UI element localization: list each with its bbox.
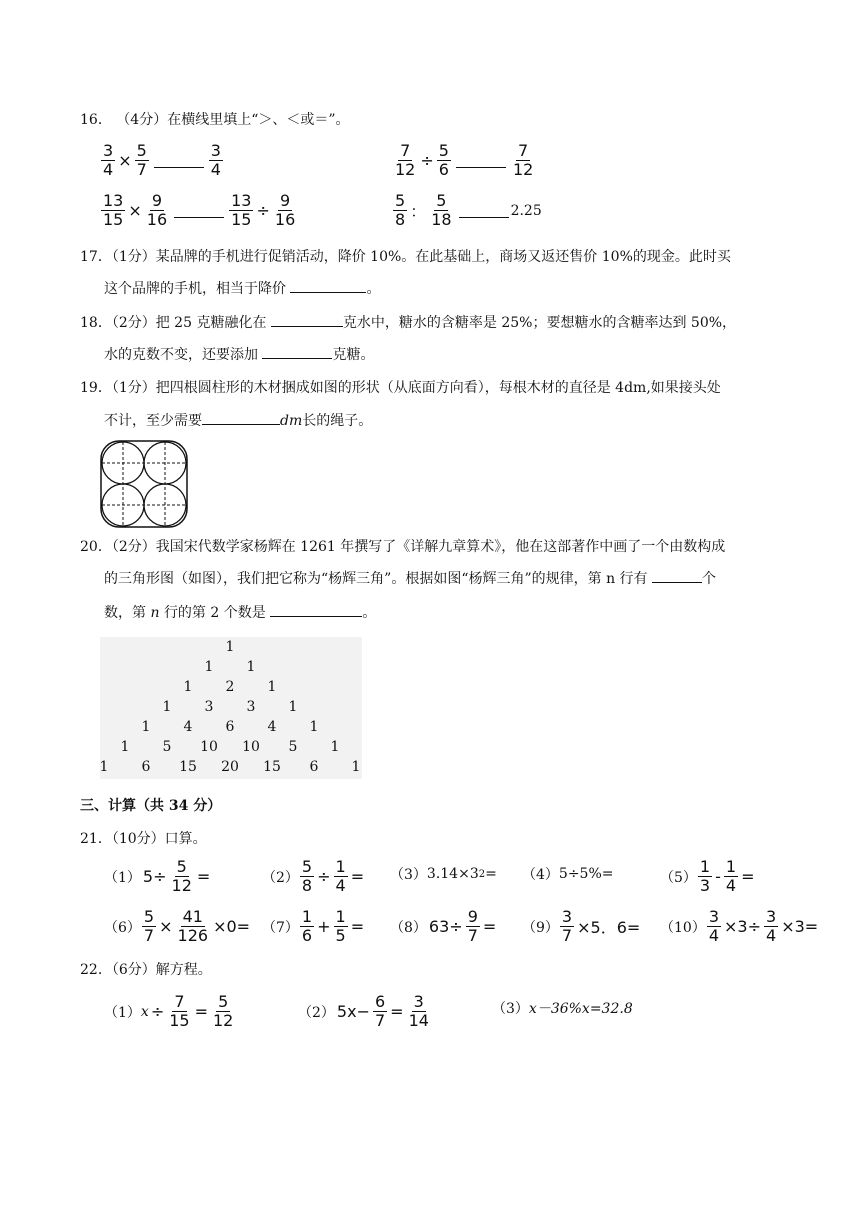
question-number: 17． — [80, 249, 112, 265]
answer-blank[interactable] — [174, 203, 224, 218]
q22-header — [80, 960, 212, 980]
question-text: 这个品牌的手机，相当于降价 — [104, 281, 286, 297]
question-text: （1分）把四根圆柱形的木材捆成如图的形状（从底面方向看），每根木材的直径是 4dm,如果接头处 — [111, 380, 721, 396]
answer-blank[interactable] — [459, 203, 509, 218]
variable-x: x — [140, 1003, 149, 1020]
q17-line-1 — [80, 247, 731, 267]
question-text: （1分）某品牌的手机进行促销活动，降价 10%。在此基础上，商场又返还售价 10%的现金。此时买 — [111, 249, 731, 265]
triangle-number: 1 — [330, 739, 340, 755]
triangle-number: 1 — [351, 759, 361, 775]
fraction: $\frac{7}{12}$ — [512, 141, 534, 179]
q22-item-2: （2） 5x− $\frac{6}{7}$ = $\frac{3}{14}$ — [298, 992, 429, 1030]
q21-item-5: （5） $\frac{1}{3}$ - $\frac{1}{4}$ = — [660, 857, 755, 895]
section-title: 三、计算（共 34 分） — [80, 798, 222, 814]
variable-n: n — [150, 605, 160, 621]
triangle-number: 6 — [141, 759, 151, 775]
question-number: 19． — [80, 380, 112, 396]
q21-item-6: （6） $\frac{5}{7}$ × $\frac{41}{126}$ ×0= — [104, 907, 251, 945]
question-text: 数，第 — [104, 605, 146, 621]
triangle-number: 1 — [99, 759, 109, 775]
fraction: $\frac{3}{4}$ — [210, 141, 221, 179]
question-number: 22． — [80, 962, 112, 978]
q21-item-3 — [390, 864, 497, 884]
question-text: 克糖。 — [332, 347, 375, 363]
triangle-number: 5 — [162, 739, 172, 755]
item-label: （5） — [660, 869, 697, 886]
q20-line-2 — [104, 568, 716, 589]
q16-header — [80, 110, 350, 130]
q16-item-4 — [392, 192, 542, 229]
q19-line-1 — [80, 378, 721, 398]
q17-line-2 — [104, 278, 380, 299]
fraction: $\frac{5}{6}$ — [438, 141, 449, 179]
triangle-number: 1 — [309, 719, 319, 735]
triangle-number: 1 — [267, 679, 277, 695]
triangle-number: 1 — [120, 739, 130, 755]
triangle-number: 1 — [246, 659, 256, 675]
triangle-number: 5 — [288, 739, 298, 755]
question-text: 长的绳子。 — [302, 413, 373, 429]
item-label: （2） — [262, 869, 299, 886]
q18-line-2 — [104, 344, 374, 365]
triangle-number: 1 — [288, 699, 298, 715]
expression: x－36%x=32.8 — [528, 1001, 633, 1017]
item-label: （9） — [522, 919, 559, 936]
triangle-number: 6 — [309, 759, 319, 775]
question-text: （6分）解方程。 — [111, 962, 212, 978]
fraction: $\frac{3}{4}$ — [103, 141, 114, 179]
expression: 5x− — [336, 1002, 370, 1021]
item-label: （4） — [522, 867, 559, 883]
triangle-number: 3 — [204, 699, 214, 715]
punctuation: 。 — [366, 281, 381, 297]
fraction: $\frac{7}{12}$ — [395, 141, 416, 179]
question-text: （4分）在横线里填上“＞、＜或＝”。 — [116, 112, 350, 128]
answer-blank[interactable] — [262, 344, 332, 359]
question-text: 克水中，糖水的含糖率是 25%；要想糖水的含糖率达到 50%， — [342, 315, 737, 331]
item-label: （1） — [104, 1004, 141, 1021]
triangle-number: 10 — [242, 739, 260, 755]
answer-blank[interactable] — [270, 602, 362, 617]
answer-blank[interactable] — [202, 410, 280, 425]
triangle-number: 6 — [225, 719, 235, 735]
fraction: $\frac{5}{8}$ — [395, 191, 406, 229]
expression: ×3÷ — [724, 917, 762, 936]
triangle-number: 15 — [263, 759, 281, 775]
operator: × — [118, 151, 132, 170]
yang-hui-triangle — [100, 637, 362, 779]
question-text: （2分）我国宋代数学家杨辉在 1261 年撰写了《详解九章算术》，他在这部著作中画了一个由数构成 — [111, 539, 726, 555]
answer-blank[interactable] — [456, 153, 506, 168]
answer-blank[interactable] — [652, 568, 702, 583]
question-text: （2分）把 25 克糖融化在 — [111, 315, 267, 331]
triangle-number: 15 — [179, 759, 197, 775]
question-number: 21． — [80, 831, 112, 847]
triangle-number: 1 — [141, 719, 151, 735]
q18-line-1 — [80, 312, 736, 333]
question-text: 个 — [702, 571, 716, 587]
triangle-number: 1 — [183, 679, 193, 695]
answer-blank[interactable] — [290, 278, 366, 293]
fraction: $\frac{9}{16}$ — [146, 191, 168, 229]
item-label: （3） — [390, 867, 427, 883]
operator: ： — [410, 202, 427, 221]
answer-blank[interactable] — [271, 312, 343, 327]
expression: ×3= — [781, 917, 819, 936]
triangle-number: 4 — [183, 719, 193, 735]
question-number: 18． — [80, 315, 112, 331]
operator: ÷ — [256, 201, 270, 220]
q16-item-2 — [392, 142, 536, 179]
q21-item-8: （8） 63÷ $\frac{9}{7}$ = — [390, 907, 497, 945]
equals: = — [485, 866, 497, 882]
expression: 63÷ — [428, 917, 463, 936]
item-label: （3） — [492, 1001, 529, 1017]
item-label: （8） — [390, 919, 427, 936]
question-text: 的三角形图（如图），我们把它称为“杨辉三角”。根据如图“杨辉三角”的规律，第 n 行有 — [104, 571, 648, 587]
item-label: （7） — [262, 919, 299, 936]
question-number: 20． — [80, 539, 112, 555]
triangle-number: 1 — [204, 659, 214, 675]
expression: 5÷5%= — [558, 866, 614, 882]
value-text: 2.25 — [510, 202, 542, 219]
fraction: $\frac{5}{7}$ — [136, 141, 147, 179]
expression: 3.14×3 — [426, 866, 479, 882]
operator: × — [128, 201, 142, 220]
q16-item-1 — [100, 142, 224, 179]
triangle-number: 3 — [246, 699, 256, 715]
q21-item-2: （2） $\frac{5}{8}$ ÷ $\frac{1}{4}$ = — [262, 857, 365, 895]
q20-line-3 — [104, 602, 376, 623]
unit: dm — [280, 413, 303, 429]
q21-header — [80, 829, 207, 849]
q19-line-2 — [104, 410, 372, 431]
triangle-number: 2 — [225, 679, 235, 695]
answer-blank[interactable] — [154, 153, 204, 168]
q21-item-10: （10） $\frac{3}{4}$ ×3÷ $\frac{3}{4}$ ×3= — [660, 907, 819, 945]
fraction: $\frac{13}{15}$ — [103, 191, 124, 229]
fraction: $\frac{5}{18}$ — [431, 191, 452, 229]
question-number: 16． — [80, 112, 112, 128]
triangle-number: 4 — [267, 719, 277, 735]
bundled-logs-figure — [100, 440, 188, 528]
q21-item-7: （7） $\frac{1}{6}$ + $\frac{1}{5}$ = — [262, 907, 365, 945]
triangle-number: 10 — [200, 739, 218, 755]
item-label: （2） — [298, 1004, 335, 1021]
fraction: $\frac{9}{16}$ — [274, 191, 296, 229]
q22-item-1: （1） x ÷ $\frac{7}{15}$ = $\frac{5}{12}$ — [104, 992, 234, 1030]
expression: ×5．6= — [577, 918, 641, 937]
question-text: 不计，至少需要 — [104, 413, 202, 429]
triangle-number: 1 — [225, 639, 235, 655]
item-label: （6） — [104, 919, 141, 936]
punctuation: 。 — [362, 605, 377, 621]
q21-item-9: （9） $\frac{3}{7}$ ×5．6= — [522, 907, 641, 945]
operator: ÷ — [420, 151, 434, 170]
q16-item-3 — [100, 192, 298, 229]
question-text: 行的第 2 个数是 — [163, 605, 266, 621]
q21-item-4 — [522, 864, 614, 884]
triangle-number: 20 — [221, 759, 239, 775]
q22-item-3 — [492, 998, 633, 1018]
item-label: （10） — [660, 919, 706, 936]
fraction: $\frac{13}{15}$ — [231, 191, 252, 229]
exponent: 2 — [478, 868, 486, 880]
triangle-number: 1 — [162, 699, 172, 715]
question-text: （10分）口算。 — [111, 831, 207, 847]
q20-line-1 — [80, 537, 725, 557]
q21-item-1: （1） 5÷ $\frac{5}{12}$ = — [104, 857, 211, 895]
question-text: 水的克数不变，还要添加 — [104, 347, 258, 363]
item-label: （1） — [104, 869, 141, 886]
